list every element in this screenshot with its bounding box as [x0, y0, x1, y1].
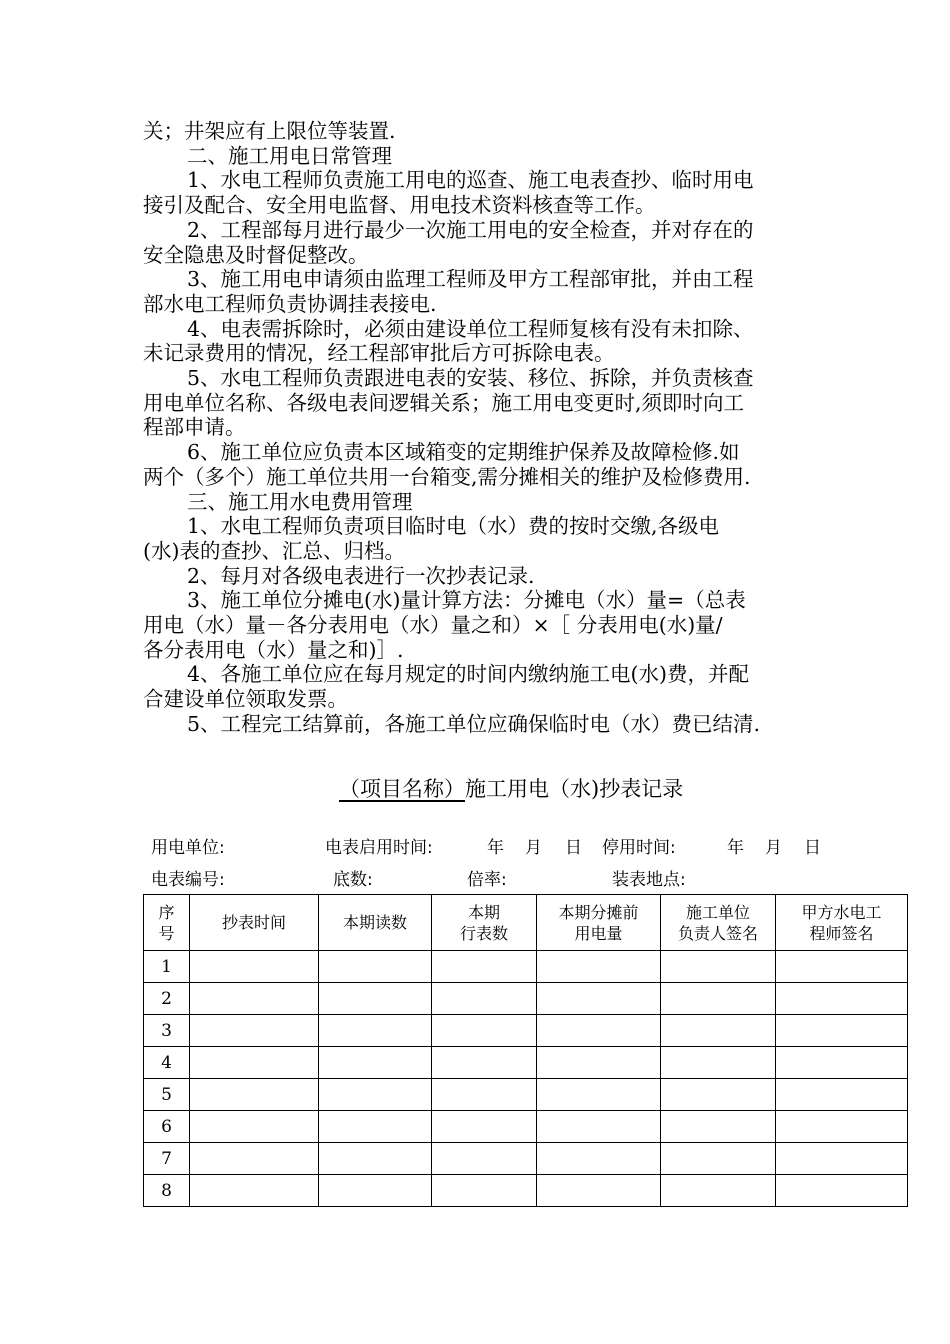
cell-usage[interactable] — [537, 983, 661, 1015]
cell-row-count[interactable] — [432, 1111, 537, 1143]
cell-engineer-signature[interactable] — [776, 1079, 908, 1111]
start-year-label: 年 — [487, 838, 504, 858]
section-heading: 二、施工用电日常管理 — [187, 143, 392, 168]
cell-read-time[interactable] — [190, 1143, 319, 1175]
cell-usage[interactable] — [537, 1015, 661, 1047]
text-line: (水)表的查抄、汇总、归档。 — [143, 538, 405, 563]
table-row — [144, 1143, 908, 1175]
cell-usage[interactable] — [537, 1079, 661, 1111]
cell-current-reading[interactable] — [319, 1143, 432, 1175]
cell-usage[interactable] — [537, 1111, 661, 1143]
location-label: 装表地点: — [612, 870, 686, 890]
cell-engineer-signature[interactable] — [776, 1047, 908, 1079]
start-month-label: 月 — [525, 838, 542, 858]
text-line: 安全隐患及时督促整改。 — [143, 242, 369, 267]
ratio-label: 倍率: — [467, 870, 507, 890]
cell-usage[interactable] — [537, 1175, 661, 1207]
body-text — [143, 119, 811, 737]
cell-read-time[interactable] — [190, 1175, 319, 1207]
cell-current-reading[interactable] — [319, 1111, 432, 1143]
cell-engineer-signature[interactable] — [776, 1015, 908, 1047]
text-line: 程部申请。 — [143, 415, 246, 440]
row-number: 8 — [144, 1175, 190, 1207]
cell-current-reading[interactable] — [319, 1015, 432, 1047]
cell-engineer-signature[interactable] — [776, 1111, 908, 1143]
table-row — [144, 1015, 908, 1047]
cell-contractor-signature[interactable] — [661, 1079, 776, 1111]
stop-year-label: 年 — [727, 838, 744, 858]
form-title-text: 施工用电（水)抄表记录 — [465, 777, 684, 801]
cell-contractor-signature[interactable] — [661, 951, 776, 983]
cell-contractor-signature[interactable] — [661, 1143, 776, 1175]
cell-current-reading[interactable] — [319, 983, 432, 1015]
table-row — [144, 951, 908, 983]
meter-no-label: 电表编号: — [151, 870, 225, 890]
table-header-row — [144, 895, 908, 951]
form-title — [339, 775, 683, 803]
row-number: 7 — [144, 1143, 190, 1175]
header-contractor-signature: 施工单位 负责人签名 — [661, 895, 776, 951]
text-line: 2、每月对各级电表进行一次抄表记录. — [187, 563, 535, 588]
row-number: 1 — [144, 951, 190, 983]
header-seq: 序 号 — [144, 895, 190, 951]
cell-read-time[interactable] — [190, 983, 319, 1015]
text-line: 各分表用电（水）量之和)］. — [143, 637, 404, 662]
meter-record-table — [143, 894, 908, 1207]
text-line: 1、水电工程师负责项目临时电（水）费的按时交缴,各级电 — [187, 514, 720, 539]
start-day-label: 日 — [565, 838, 582, 858]
cell-contractor-signature[interactable] — [661, 1111, 776, 1143]
stop-time-label: 停用时间: — [602, 838, 676, 858]
text-line: 3、施工用电申请须由监理工程师及甲方工程部审批，并由工程 — [187, 267, 754, 292]
header-read-time: 抄表时间 — [190, 895, 319, 951]
text-line: 接引及配合、安全用电监督、用电技术资料核查等工作。 — [143, 193, 656, 218]
header-current-reading: 本期读数 — [319, 895, 432, 951]
cell-usage[interactable] — [537, 1047, 661, 1079]
text-line: 3、施工单位分摊电(水)量计算方法：分摊电（水）量=（总表 — [187, 588, 746, 613]
cell-current-reading[interactable] — [319, 1175, 432, 1207]
row-number: 6 — [144, 1111, 190, 1143]
form-title-project: （项目名称） — [339, 777, 465, 801]
row-number: 4 — [144, 1047, 190, 1079]
table-row — [144, 1047, 908, 1079]
table-row — [144, 983, 908, 1015]
table-row — [144, 1175, 908, 1207]
unit-label: 用电单位: — [151, 838, 225, 858]
row-number: 5 — [144, 1079, 190, 1111]
cell-row-count[interactable] — [432, 1143, 537, 1175]
cell-engineer-signature[interactable] — [776, 983, 908, 1015]
cell-read-time[interactable] — [190, 1111, 319, 1143]
row-number: 2 — [144, 983, 190, 1015]
text-line: 1、水电工程师负责施工用电的巡查、施工电表查抄、临时用电 — [187, 168, 754, 193]
text-line: 用电单位名称、各级电表间逻辑关系；施工用电变更时,须即时向工 — [143, 390, 745, 415]
text-line: 5、工程完工结算前，各施工单位应确保临时电（水）费已结清. — [187, 711, 761, 736]
cell-engineer-signature[interactable] — [776, 951, 908, 983]
text-line: 关；井架应有上限位等装置. — [143, 119, 396, 143]
cell-usage[interactable] — [537, 951, 661, 983]
text-line: 6、施工单位应负责本区域箱变的定期维护保养及故障检修.如 — [187, 440, 740, 465]
text-line: 4、电表需拆除时，必须由建设单位工程师复核有没有未扣除、 — [187, 316, 754, 341]
text-line: 两个（多个）施工单位共用一台箱变,需分摊相关的维护及检修费用. — [143, 464, 751, 489]
header-usage-before-share: 本期分摊前 用电量 — [537, 895, 661, 951]
header-row-count: 本期 行表数 — [432, 895, 537, 951]
section-heading: 三、施工用水电费用管理 — [187, 489, 413, 514]
cell-usage[interactable] — [537, 1143, 661, 1175]
text-line: 用电（水）量－各分表用电（水）量之和）×［ 分表用电(水)量/ — [143, 613, 723, 638]
cell-engineer-signature[interactable] — [776, 1143, 908, 1175]
header-engineer-signature: 甲方水电工 程师签名 — [776, 895, 908, 951]
start-time-label: 电表启用时间: — [325, 838, 433, 858]
cell-engineer-signature[interactable] — [776, 1175, 908, 1207]
cell-row-count[interactable] — [432, 1015, 537, 1047]
table-row — [144, 1111, 908, 1143]
stop-day-label: 日 — [804, 838, 821, 858]
base-label: 底数: — [333, 870, 373, 890]
cell-read-time[interactable] — [190, 1015, 319, 1047]
cell-read-time[interactable] — [190, 1047, 319, 1079]
cell-row-count[interactable] — [432, 951, 537, 983]
cell-contractor-signature[interactable] — [661, 983, 776, 1015]
text-line: 2、工程部每月进行最少一次施工用电的安全检查，并对存在的 — [187, 217, 754, 242]
table-row — [144, 1079, 908, 1111]
cell-row-count[interactable] — [432, 1047, 537, 1079]
cell-row-count[interactable] — [432, 1175, 537, 1207]
cell-contractor-signature[interactable] — [661, 1175, 776, 1207]
cell-row-count[interactable] — [432, 1079, 537, 1111]
stop-month-label: 月 — [765, 838, 782, 858]
cell-row-count[interactable] — [432, 983, 537, 1015]
cell-current-reading[interactable] — [319, 951, 432, 983]
text-line: 5、水电工程师负责跟进电表的安装、移位、拆除，并负责核查 — [187, 366, 754, 391]
text-line: 合建设单位领取发票。 — [143, 687, 348, 712]
text-line: 部水电工程师负责协调挂表接电. — [143, 291, 437, 316]
cell-current-reading[interactable] — [319, 1079, 432, 1111]
text-line: 未记录费用的情况，经工程部审批后方可拆除电表。 — [143, 341, 615, 366]
cell-current-reading[interactable] — [319, 1047, 432, 1079]
cell-read-time[interactable] — [190, 1079, 319, 1111]
row-number: 3 — [144, 1015, 190, 1047]
cell-contractor-signature[interactable] — [661, 1047, 776, 1079]
text-line: 4、各施工单位应在每月规定的时间内缴纳施工电(水)费，并配 — [187, 662, 750, 687]
cell-read-time[interactable] — [190, 951, 319, 983]
cell-contractor-signature[interactable] — [661, 1015, 776, 1047]
